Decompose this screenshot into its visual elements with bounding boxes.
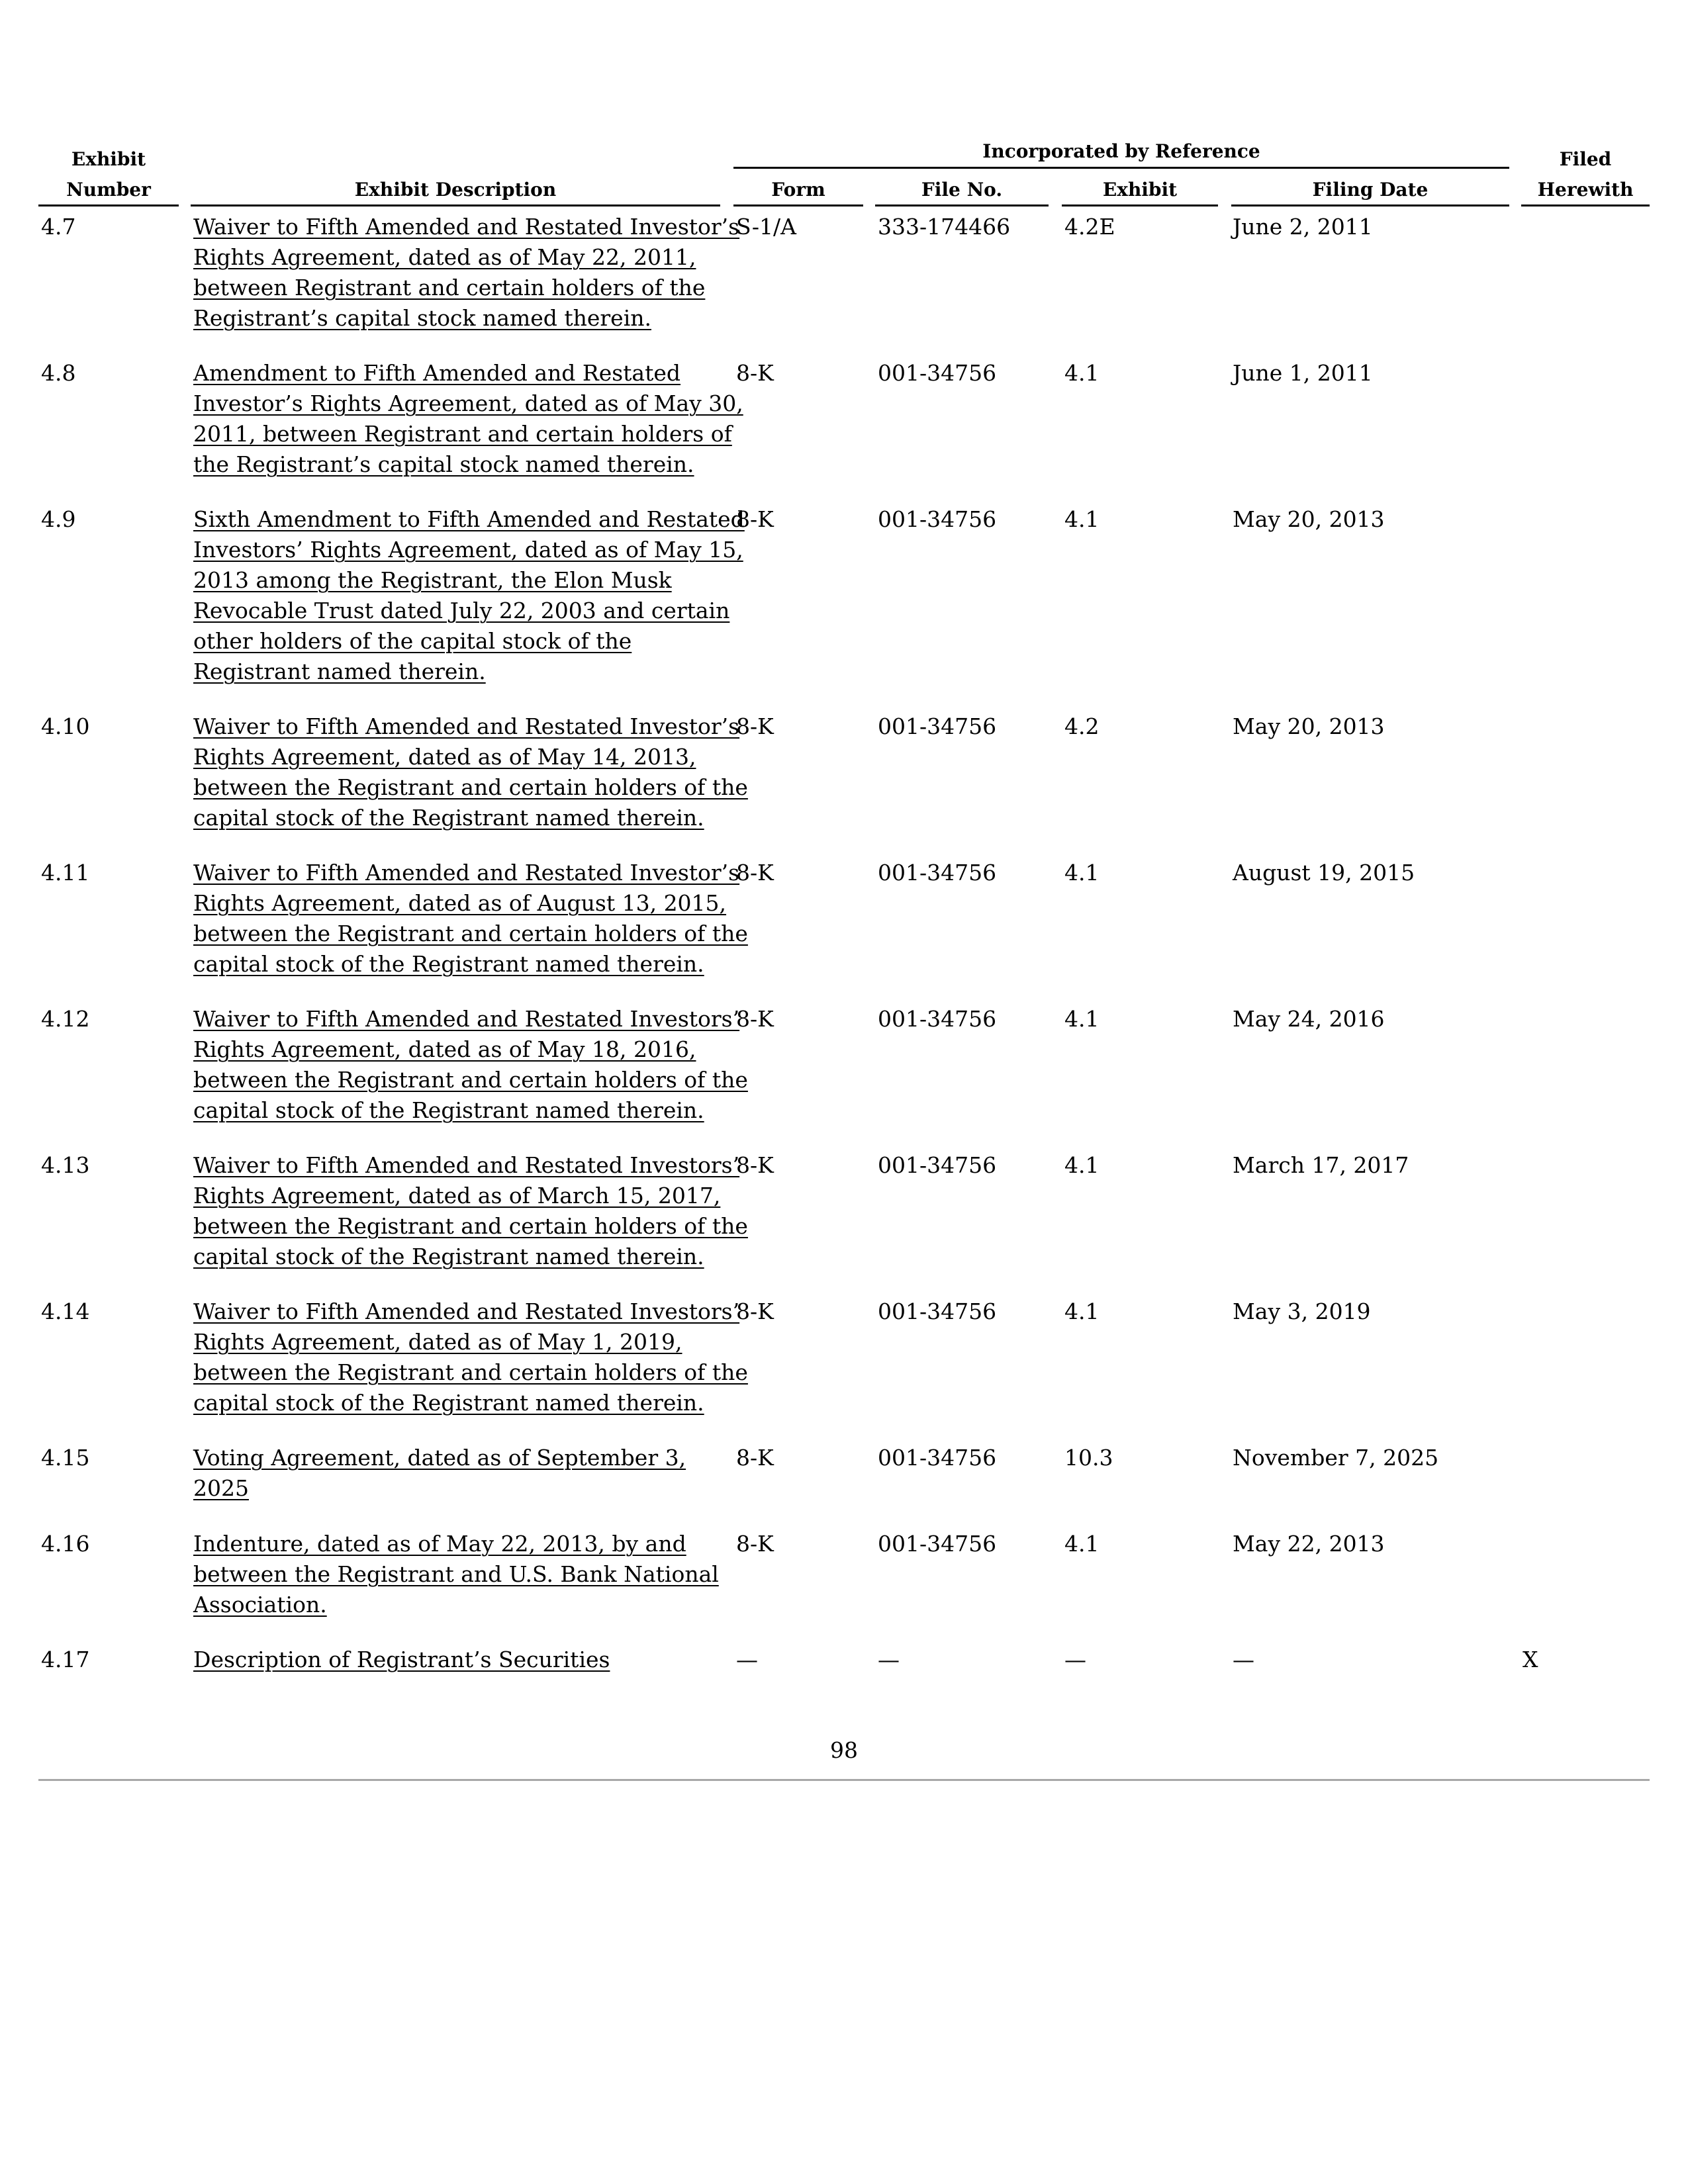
row-4-14-number: 4.14 (41, 1298, 90, 1324)
row-4-9-description-line: 2013 among the Registrant, the Elon Musk (193, 567, 672, 593)
rule-filing-date (1231, 205, 1509, 206)
row-4-11-file-no: 001-34756 (878, 860, 997, 886)
header-filed-herewith-line-2: Herewith (1537, 179, 1634, 201)
row-4-13-number: 4.13 (41, 1152, 90, 1178)
row-4-13-description[interactable] (193, 1150, 748, 1272)
row-4-15-file-no: 001-34756 (878, 1445, 997, 1471)
header-exhibit-number-line-1: Exhibit (71, 148, 146, 170)
row-4-11-description-line: capital stock of the Registrant named therein. (193, 951, 704, 977)
rule-exhibit-description (191, 205, 720, 206)
header-form: Form (771, 179, 825, 201)
row-4-17-description-line: Description of Registrant’s Securities (193, 1647, 610, 1672)
footer-divider (38, 1779, 1650, 1781)
row-4-12-number: 4.12 (41, 1006, 90, 1032)
row-4-8-filing-date: June 1, 2011 (1233, 360, 1373, 386)
row-4-11-description-line: between the Registrant and certain holders of the (193, 921, 748, 946)
row-4-9-description-line: Investors’ Rights Agreement, dated as of May 15, (193, 537, 743, 563)
row-4-11-description[interactable] (193, 858, 748, 979)
row-4-10-number: 4.10 (41, 713, 90, 739)
row-4-12-form: 8-K (736, 1006, 774, 1032)
row-4-12-description-line: Waiver to Fifth Amended and Restated Investors’ (193, 1006, 740, 1032)
row-4-9-form: 8-K (736, 506, 774, 532)
row-4-8-form: 8-K (736, 360, 774, 386)
rule-file-no (875, 205, 1049, 206)
row-4-13-description-line: between the Registrant and certain holders of the (193, 1213, 748, 1239)
row-4-8-description-line: Investor’s Rights Agreement, dated as of May 30, (193, 390, 743, 416)
row-4-13-form: 8-K (736, 1152, 774, 1178)
row-4-7-description-line: between Registrant and certain holders of the (193, 275, 706, 300)
row-4-8-file-no: 001-34756 (878, 360, 997, 386)
row-4-14-filing-date: May 3, 2019 (1233, 1298, 1371, 1324)
header-exhibit-number (38, 144, 179, 205)
row-4-14-exhibit: 4.1 (1064, 1298, 1100, 1324)
row-4-17-description[interactable] (193, 1645, 723, 1675)
row-4-9-description-line: Revocable Trust dated July 22, 2003 and certain (193, 598, 730, 623)
row-4-17-number: 4.17 (41, 1647, 90, 1672)
rule-exhibit-number (38, 205, 179, 206)
row-4-7-file-no: 333-174466 (878, 214, 1011, 240)
row-4-10-description-line: Waiver to Fifth Amended and Restated Investor’s (193, 713, 740, 739)
row-4-7-form: S-1/A (736, 214, 796, 240)
row-4-11-description-line: Rights Agreement, dated as of August 13, 2015, (193, 890, 727, 916)
header-file-no: File No. (921, 179, 1003, 201)
row-4-10-description-line: capital stock of the Registrant named therein. (193, 805, 704, 831)
row-4-12-description-line: capital stock of the Registrant named therein. (193, 1097, 704, 1123)
row-4-17-exhibit: — (1064, 1647, 1086, 1672)
row-4-15-description[interactable] (193, 1443, 723, 1504)
row-4-11-number: 4.11 (41, 860, 90, 886)
row-4-17-file-no: — (878, 1647, 900, 1672)
rule-exhibit (1062, 205, 1218, 206)
row-4-16-description-line: Indenture, dated as of May 22, 2013, by and (193, 1531, 686, 1557)
row-4-11-filing-date: August 19, 2015 (1233, 860, 1415, 886)
row-4-12-filing-date: May 24, 2016 (1233, 1006, 1385, 1032)
row-4-16-number: 4.16 (41, 1531, 90, 1557)
row-4-12-description-line: between the Registrant and certain holders of the (193, 1067, 748, 1093)
row-4-12-file-no: 001-34756 (878, 1006, 997, 1032)
row-4-7-description[interactable] (193, 212, 740, 334)
row-4-9-exhibit: 4.1 (1064, 506, 1100, 532)
row-4-7-description-line: Rights Agreement, dated as of May 22, 2011, (193, 244, 696, 270)
row-4-14-description-line: Rights Agreement, dated as of May 1, 2019, (193, 1329, 682, 1355)
header-filing-date: Filing Date (1312, 179, 1429, 201)
row-4-12-description-line: Rights Agreement, dated as of May 18, 2016, (193, 1036, 696, 1062)
row-4-7-description-line: Registrant’s capital stock named therein. (193, 305, 651, 331)
row-4-10-form: 8-K (736, 713, 774, 739)
row-4-13-description-line: Waiver to Fifth Amended and Restated Investors’ (193, 1152, 740, 1178)
row-4-8-description-line: 2011, between Registrant and certain holders of (193, 421, 732, 447)
rule-incorporated-by-reference (733, 167, 1509, 169)
row-4-9-filing-date: May 20, 2013 (1233, 506, 1385, 532)
row-4-11-exhibit: 4.1 (1064, 860, 1100, 886)
row-4-14-description[interactable] (193, 1297, 748, 1418)
row-4-7-filing-date: June 2, 2011 (1233, 214, 1373, 240)
row-4-16-description-line: Association. (193, 1592, 327, 1617)
row-4-15-description-line: 2025 (193, 1475, 249, 1501)
row-4-13-exhibit: 4.1 (1064, 1152, 1100, 1178)
row-4-9-description-line: other holders of the capital stock of the (193, 628, 632, 654)
row-4-7-number: 4.7 (41, 214, 76, 240)
row-4-14-form: 8-K (736, 1298, 774, 1324)
row-4-16-exhibit: 4.1 (1064, 1531, 1100, 1557)
row-4-8-description-line: Amendment to Fifth Amended and Restated (193, 360, 681, 386)
row-4-16-form: 8-K (736, 1531, 774, 1557)
row-4-12-exhibit: 4.1 (1064, 1006, 1100, 1032)
rule-form (733, 205, 863, 206)
row-4-15-form: 8-K (736, 1445, 774, 1471)
row-4-9-file-no: 001-34756 (878, 506, 997, 532)
row-4-10-exhibit: 4.2 (1064, 713, 1100, 739)
row-4-17-form: — (736, 1647, 758, 1672)
header-exhibit-number-line-2: Number (66, 179, 151, 201)
rule-filed-herewith (1521, 205, 1650, 206)
row-4-11-form: 8-K (736, 860, 774, 886)
row-4-14-description-line: Waiver to Fifth Amended and Restated Investors’ (193, 1298, 740, 1324)
row-4-16-file-no: 001-34756 (878, 1531, 997, 1557)
header-incorporated-by-reference: Incorporated by Reference (982, 140, 1260, 162)
row-4-8-description-line: the Registrant’s capital stock named therein. (193, 451, 694, 477)
header-filed-herewith-line-1: Filed (1559, 148, 1612, 170)
row-4-14-description-line: between the Registrant and certain holders of the (193, 1359, 748, 1385)
row-4-15-exhibit: 10.3 (1064, 1445, 1113, 1471)
row-4-9-number: 4.9 (41, 506, 76, 532)
row-4-12-description[interactable] (193, 1004, 748, 1126)
row-4-13-filing-date: March 17, 2017 (1233, 1152, 1409, 1178)
row-4-14-file-no: 001-34756 (878, 1298, 997, 1324)
header-exhibit: Exhibit (1102, 179, 1178, 201)
row-4-10-file-no: 001-34756 (878, 713, 997, 739)
row-4-7-exhibit: 4.2E (1064, 214, 1115, 240)
row-4-13-file-no: 001-34756 (878, 1152, 997, 1178)
row-4-9-description-line: Sixth Amendment to Fifth Amended and Restated (193, 506, 745, 532)
row-4-17-filed-herewith: X (1523, 1647, 1538, 1672)
row-4-15-description-line: Voting Agreement, dated as of September 3, (193, 1445, 686, 1471)
row-4-16-description-line: between the Registrant and U.S. Bank National (193, 1561, 719, 1587)
row-4-15-filing-date: November 7, 2025 (1233, 1445, 1439, 1471)
row-4-7-description-line: Waiver to Fifth Amended and Restated Investor’s (193, 214, 740, 240)
row-4-9-description[interactable] (193, 504, 745, 687)
page-number: 98 (830, 1737, 858, 1763)
header-exhibit-description: Exhibit Description (354, 179, 557, 201)
row-4-16-filing-date: May 22, 2013 (1233, 1531, 1385, 1557)
row-4-14-description-line: capital stock of the Registrant named therein. (193, 1390, 704, 1416)
row-4-8-exhibit: 4.1 (1064, 360, 1100, 386)
row-4-15-number: 4.15 (41, 1445, 90, 1471)
row-4-17-filing-date: — (1233, 1647, 1254, 1672)
row-4-16-description[interactable] (193, 1529, 723, 1620)
row-4-8-description[interactable] (193, 358, 743, 480)
row-4-11-description-line: Waiver to Fifth Amended and Restated Investor’s (193, 860, 740, 886)
row-4-10-description[interactable] (193, 711, 748, 833)
row-4-10-description-line: Rights Agreement, dated as of May 14, 2013, (193, 744, 696, 770)
row-4-8-number: 4.8 (41, 360, 76, 386)
row-4-13-description-line: capital stock of the Registrant named therein. (193, 1244, 704, 1269)
row-4-9-description-line: Registrant named therein. (193, 659, 486, 684)
row-4-10-filing-date: May 20, 2013 (1233, 713, 1385, 739)
row-4-13-description-line: Rights Agreement, dated as of March 15, 2017, (193, 1183, 721, 1208)
row-4-10-description-line: between the Registrant and certain holders of the (193, 774, 748, 800)
header-filed-herewith (1521, 144, 1650, 205)
